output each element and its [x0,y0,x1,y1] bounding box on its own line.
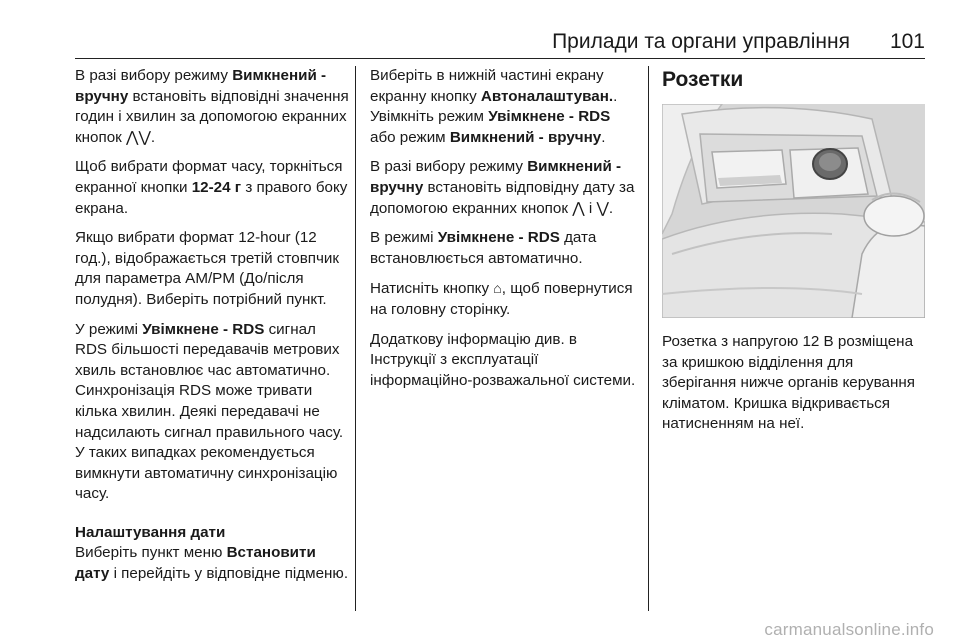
text-run: Натисніть кнопку [370,280,494,298]
paragraph: Якщо вибрати формат 12-hour (12 год.), відображається третій стовпчик для параметра AM/PM (До/після полудня). Виберіть потрібний пункт. [75,229,340,308]
paragraph [370,228,638,269]
bold-term: Вимкнений - вручну [75,67,327,105]
text-run: , щоб повернутися на головну сторінку. [370,280,633,318]
illustration-caption: Розетка з напругою 12 В розміщена за кришкою відділення для зберігання нижче органів керування кліматом. Кришка відкривається натисненням на неї. [662,333,915,433]
text-run: . [601,128,606,146]
bold-term: Вимкнений - вручну [370,158,622,196]
bold-term: Автоналаштуван. [480,87,614,105]
paragraph [75,543,349,584]
page-number: 101 [889,30,925,53]
text-run: дата встановлюється автоматично. [370,229,597,267]
bold-term: Увімкнене - RDS [488,108,611,126]
text-run: сигнал RDS більшості передавачів метрових хвиль встановлює час автоматично. Синхронізація RDS може тривати кілька хвилин. Деякі передавачі не надсилають сигнал правильного часу. У таких випадках рекомендується вимкнути автоматичну синхронізацію часу. [75,320,344,503]
text-run: Виберіть в нижній частині екрану екранну кнопку [370,67,604,105]
section-heading: Розетки [662,68,744,91]
text-run: В разі вибору режиму [75,67,233,84]
bold-term: 12-24 г [191,178,242,196]
text-run: Щоб вибрати формат часу, торкніться екранної кнопки [75,158,343,196]
text-run: В режимі [370,229,438,247]
text-run: або режим [370,128,450,146]
text-run: встановіть відповідну дату за допомогою екранних кнопок ⋀ і ⋁. [370,178,635,217]
watermark: carmanualsonline.info [764,620,934,639]
column-divider [355,66,356,611]
bold-term: Увімкнене - RDS [142,320,265,338]
bold-term: Вимкнений - вручну [449,128,602,146]
home-icon: ⌂ [493,280,502,297]
text-run: У режимі [75,320,143,338]
paragraph [370,66,638,148]
bold-term: Встановити дату [75,544,316,583]
text-run: встановіть відповідні значення годин і хвилин за допомогою екранних кнопок ⋀⋁. [75,87,349,146]
text-run: В разі вибору режиму [370,158,528,176]
paragraph [75,157,349,219]
text-column-3 [662,66,927,444]
bold-term: Увімкнене - RDS [437,229,560,247]
paragraph [370,157,638,219]
paragraph [75,320,349,505]
text-column-1 [75,66,349,594]
section-subheading: Налаштування дати [75,523,226,541]
header-rule [75,58,925,59]
page-header [75,28,925,58]
power-outlet-drawing [662,104,925,318]
paragraph [370,278,638,320]
paragraph: Додаткову інформацію див. в Інструкції з експлуатації інформаційно-розважальної системи. [370,330,636,389]
text-run: Виберіть пункт меню [75,544,227,562]
text-run: з правого боку екрана. [75,178,348,217]
text-column-2 [370,66,638,400]
paragraph [75,66,349,148]
column-divider [648,66,649,611]
text-run: . Увімкніть режим [370,87,618,126]
text-run: і перейдіть у відповідне підменю. [109,565,349,583]
power-outlet-illustration [662,104,925,318]
page-title: Прилади та органи управління [552,30,850,53]
